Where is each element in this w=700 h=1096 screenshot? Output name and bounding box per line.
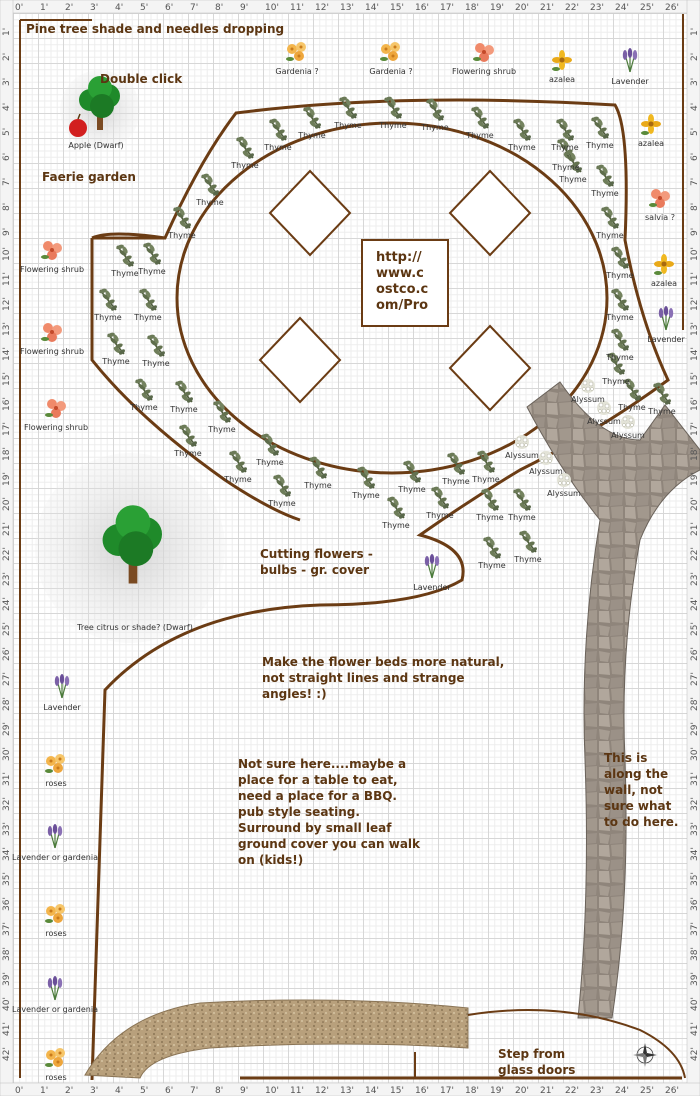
azalea-label: azalea bbox=[637, 139, 665, 148]
ruler-right-label: 30' bbox=[690, 747, 700, 761]
salvia-label: salvia ? bbox=[645, 213, 675, 222]
ruler-left-label: 34' bbox=[2, 847, 12, 861]
ruler-top-label: 22' bbox=[565, 3, 579, 13]
ruler-top-label: 20' bbox=[515, 3, 529, 13]
ruler-bottom-label: 0' bbox=[15, 1086, 24, 1096]
center-link[interactable]: http:// www.c ostco.c om/Pro bbox=[376, 250, 429, 313]
tree-canopy bbox=[119, 531, 154, 566]
ruler-right-label: 15' bbox=[690, 372, 700, 386]
thyme-label: Thyme bbox=[426, 511, 454, 520]
ruler-top-label: 12' bbox=[315, 3, 329, 13]
azalea-icon bbox=[641, 114, 661, 135]
thyme-label: Thyme bbox=[208, 425, 236, 434]
ruler-left-label: 10' bbox=[2, 247, 12, 261]
apple-tree-label: Apple (Dwarf) bbox=[68, 141, 124, 150]
ruler-right-label: 28' bbox=[690, 697, 700, 711]
thyme-icon bbox=[269, 118, 288, 142]
ruler-right-label: 3' bbox=[690, 77, 700, 86]
thyme-label: Thyme bbox=[596, 231, 624, 240]
ruler-top-label: 5' bbox=[140, 3, 149, 13]
ruler-left-label: 23' bbox=[2, 572, 12, 586]
ruler-right-label: 13' bbox=[690, 322, 700, 336]
roses-label: roses bbox=[45, 1073, 67, 1082]
stone-path bbox=[527, 382, 700, 1018]
ruler-top-label: 23' bbox=[590, 3, 604, 13]
thyme-label: Thyme bbox=[298, 131, 326, 140]
thyme-icon bbox=[471, 106, 490, 130]
thyme-icon bbox=[611, 288, 630, 312]
alyssum-icon bbox=[515, 435, 529, 449]
compass-rose-icon bbox=[632, 1042, 658, 1068]
gardenia-icon bbox=[380, 42, 400, 61]
thyme-label: Thyme bbox=[138, 267, 166, 276]
ruler-right-label: 20' bbox=[690, 497, 700, 511]
ruler-right-label: 22' bbox=[690, 547, 700, 561]
thyme-icon bbox=[201, 173, 220, 197]
ruler-bottom-label: 21' bbox=[540, 1086, 554, 1096]
thyme-label: Thyme bbox=[514, 555, 542, 564]
thyme-label: Thyme bbox=[264, 143, 292, 152]
thyme-label: Thyme bbox=[508, 513, 536, 522]
ruler-right-label: 34' bbox=[690, 847, 700, 861]
thyme-label: Thyme bbox=[602, 377, 630, 386]
ruler-bottom-label: 12' bbox=[315, 1086, 329, 1096]
ruler-right-label: 21' bbox=[690, 522, 700, 536]
ruler-right-label: 24' bbox=[690, 597, 700, 611]
alyssum-icon bbox=[581, 379, 595, 393]
ruler-left-label: 26' bbox=[2, 647, 12, 661]
ruler-right-label: 35' bbox=[690, 872, 700, 886]
flowering-shrub-icon bbox=[41, 323, 62, 342]
thyme-label: Thyme bbox=[304, 481, 332, 490]
cutting-flowers-note: Cutting flowers - bulbs - gr. cover bbox=[260, 547, 373, 577]
ruler-left-label: 8' bbox=[2, 202, 12, 211]
thyme-icon bbox=[591, 116, 610, 140]
ruler-top-label: 9' bbox=[240, 3, 249, 13]
flowering-shrub-icon bbox=[45, 399, 66, 418]
lavender-label: Lavender bbox=[43, 703, 81, 712]
ruler-top-label: 10' bbox=[265, 3, 279, 13]
ruler-left-label: 25' bbox=[2, 622, 12, 636]
thyme-icon bbox=[309, 456, 328, 480]
ruler-top-label: 11' bbox=[290, 3, 304, 13]
ruler-top-label: 21' bbox=[540, 3, 554, 13]
ruler-left-label: 41' bbox=[2, 1022, 12, 1036]
ruler-right-label: 41' bbox=[690, 1022, 700, 1036]
faerie-garden-label: Faerie garden bbox=[42, 170, 136, 184]
ruler-left-label: 21' bbox=[2, 522, 12, 536]
ruler-bottom-label: 20' bbox=[515, 1086, 529, 1096]
thyme-label: Thyme bbox=[94, 313, 122, 322]
thyme-label: Thyme bbox=[606, 313, 634, 322]
ruler-right-label: 38' bbox=[690, 947, 700, 961]
thyme-label: Thyme bbox=[466, 131, 494, 140]
ruler-bottom-label: 23' bbox=[590, 1086, 604, 1096]
thyme-icon bbox=[147, 334, 166, 358]
ruler-right-label: 16' bbox=[690, 397, 700, 411]
thyme-icon bbox=[483, 536, 502, 560]
diamond-paver bbox=[450, 326, 530, 410]
alyssum-label: Alyssum bbox=[547, 489, 581, 498]
ruler-left-label: 28' bbox=[2, 697, 12, 711]
ruler-left-label: 33' bbox=[2, 822, 12, 836]
table-area-note: Not sure here....maybe a place for a table to eat, need a place for a BBQ. pub style seating. Surround by small leaf ground cover you can walk on (kids!) bbox=[238, 757, 421, 867]
ruler-top-label: 15' bbox=[390, 3, 404, 13]
pine-shade-note: Pine tree shade and needles dropping bbox=[26, 22, 285, 36]
ruler-right-label: 33' bbox=[690, 822, 700, 836]
lavender-icon bbox=[48, 824, 62, 848]
thyme-label: Thyme bbox=[352, 491, 380, 500]
ruler-bottom-label: 15' bbox=[390, 1086, 404, 1096]
ruler-top-label: 13' bbox=[340, 3, 354, 13]
ruler-right-label: 25' bbox=[690, 622, 700, 636]
ruler-right-label: 8' bbox=[690, 202, 700, 211]
ruler-left-label: 18' bbox=[2, 447, 12, 461]
ruler-left-label: 17' bbox=[2, 422, 12, 436]
thyme-label: Thyme bbox=[606, 353, 634, 362]
thyme-icon bbox=[236, 136, 255, 160]
alyssum-label: Alyssum bbox=[505, 451, 539, 460]
ruler-top-label: 4' bbox=[115, 3, 124, 13]
ruler-right-label: 5' bbox=[690, 127, 700, 136]
thyme-label: Thyme bbox=[111, 269, 139, 278]
double-click-hint[interactable]: Double click bbox=[100, 72, 183, 86]
thyme-label: Thyme bbox=[618, 403, 646, 412]
ruler-top-label: 24' bbox=[615, 3, 629, 13]
alyssum-label: Alyssum bbox=[529, 467, 563, 476]
thyme-icon bbox=[653, 382, 672, 406]
ruler-top-label: 17' bbox=[440, 3, 454, 13]
ruler-right-label: 9' bbox=[690, 227, 700, 236]
ruler-bottom-label: 25' bbox=[640, 1086, 654, 1096]
azalea-icon bbox=[654, 254, 674, 275]
thyme-label: Thyme bbox=[606, 271, 634, 280]
ruler-bottom-label: 4' bbox=[115, 1086, 124, 1096]
alyssum-label: Alyssum bbox=[571, 395, 605, 404]
ruler-bottom-label: 3' bbox=[90, 1086, 99, 1096]
ruler-left-label: 32' bbox=[2, 797, 12, 811]
ruler-top-label: 6' bbox=[165, 3, 174, 13]
thyme-icon bbox=[139, 288, 158, 312]
natural-beds-note: Make the flower beds more natural, not straight lines and strange angles! :) bbox=[262, 655, 505, 701]
thyme-icon bbox=[107, 332, 126, 356]
gardenia-label: Gardenia ? bbox=[275, 67, 319, 76]
ruler-bottom-label: 11' bbox=[290, 1086, 304, 1096]
thyme-label: Thyme bbox=[130, 403, 158, 412]
thyme-label: Thyme bbox=[102, 357, 130, 366]
ruler-bottom-label: 14' bbox=[365, 1086, 379, 1096]
thyme-icon bbox=[339, 96, 358, 120]
thyme-icon bbox=[273, 474, 292, 498]
ruler-left-label: 36' bbox=[2, 897, 12, 911]
ruler-bottom-label: 13' bbox=[340, 1086, 354, 1096]
ruler-right-label: 11' bbox=[690, 272, 700, 286]
ruler-top-label: 7' bbox=[190, 3, 199, 13]
ruler-bottom-label: 5' bbox=[140, 1086, 149, 1096]
ruler-right-label: 27' bbox=[690, 672, 700, 686]
ruler-top-label: 14' bbox=[365, 3, 379, 13]
thyme-icon bbox=[303, 106, 322, 130]
lavender-label: Lavender bbox=[611, 77, 649, 86]
salvia-icon bbox=[649, 189, 670, 208]
thyme-label: Thyme bbox=[476, 513, 504, 522]
thyme-label: Thyme bbox=[552, 163, 580, 172]
thyme-icon bbox=[601, 206, 620, 230]
azalea-label: azalea bbox=[650, 279, 678, 288]
lavender-icon bbox=[425, 554, 439, 578]
ruler-left-label: 29' bbox=[2, 722, 12, 736]
ruler-top-label: 18' bbox=[465, 3, 479, 13]
ruler-top-label: 26' bbox=[665, 3, 679, 13]
thyme-label: Thyme bbox=[442, 477, 470, 486]
thyme-label: Thyme bbox=[268, 499, 296, 508]
ruler-right-label: 6' bbox=[690, 152, 700, 161]
ruler-left-label: 3' bbox=[2, 77, 12, 86]
alyssum-label: Alyssum bbox=[611, 431, 645, 440]
thyme-icon bbox=[519, 530, 538, 554]
thyme-icon bbox=[387, 496, 406, 520]
ruler-left-label: 13' bbox=[2, 322, 12, 336]
ruler-left-label: 15' bbox=[2, 372, 12, 386]
ruler-right-label: 14' bbox=[690, 347, 700, 361]
thyme-label: Thyme bbox=[382, 521, 410, 530]
flowering-shrub-label: Flowering shrub bbox=[19, 347, 85, 356]
thyme-label: Thyme bbox=[559, 175, 587, 184]
ruler-top-label: 16' bbox=[415, 3, 429, 13]
thyme-icon bbox=[135, 378, 154, 402]
ruler-right-label: 39' bbox=[690, 972, 700, 986]
flowering-shrub-label: Flowering shrub bbox=[23, 423, 89, 432]
apple-icon bbox=[69, 119, 87, 137]
thyme-icon bbox=[596, 164, 615, 188]
thyme-label: Thyme bbox=[508, 143, 536, 152]
ruler-top-label: 2' bbox=[65, 3, 74, 13]
ruler-left-label: 27' bbox=[2, 672, 12, 686]
thyme-label: Thyme bbox=[196, 198, 224, 207]
ruler-right-label: 4' bbox=[690, 102, 700, 111]
ruler-left-label: 4' bbox=[2, 102, 12, 111]
ruler-top-label: 19' bbox=[490, 3, 504, 13]
ruler-right-label: 2' bbox=[690, 52, 700, 61]
roses-icon bbox=[45, 1048, 65, 1067]
ruler-right-label: 18' bbox=[690, 447, 700, 461]
thyme-label: Thyme bbox=[231, 161, 259, 170]
ruler-bottom-label: 6' bbox=[165, 1086, 174, 1096]
thyme-label: Thyme bbox=[586, 141, 614, 150]
ruler-left-label: 40' bbox=[2, 997, 12, 1011]
thyme-label: Thyme bbox=[398, 485, 426, 494]
ruler-left-label: 31' bbox=[2, 772, 12, 786]
ruler-left-label: 19' bbox=[2, 472, 12, 486]
diamond-paver bbox=[270, 171, 350, 255]
ruler-right-label: 31' bbox=[690, 772, 700, 786]
ruler-left-label: 22' bbox=[2, 547, 12, 561]
ruler-bottom-label: 22' bbox=[565, 1086, 579, 1096]
thyme-icon bbox=[357, 466, 376, 490]
thyme-label: Thyme bbox=[472, 475, 500, 484]
lavender-icon bbox=[659, 306, 673, 330]
diamond-paver bbox=[450, 171, 530, 255]
ruler-top-label: 1' bbox=[40, 3, 49, 13]
thyme-label: Thyme bbox=[334, 121, 362, 130]
thyme-label: Thyme bbox=[648, 407, 676, 416]
roses-icon bbox=[45, 754, 65, 773]
ruler-right-label: 40' bbox=[690, 997, 700, 1011]
gravel-path bbox=[85, 1000, 468, 1078]
gardenia-label: Gardenia ? bbox=[369, 67, 413, 76]
flowering-shrub-label: Flowering shrub bbox=[19, 265, 85, 274]
ruler-right-label: 23' bbox=[690, 572, 700, 586]
ruler-top-label: 3' bbox=[90, 3, 99, 13]
ruler-bottom-label: 26' bbox=[665, 1086, 679, 1096]
thyme-icon bbox=[556, 118, 575, 142]
ruler-right-label: 36' bbox=[690, 897, 700, 911]
ruler-right-label: 17' bbox=[690, 422, 700, 436]
thyme-label: Thyme bbox=[134, 313, 162, 322]
ruler-top-label: 0' bbox=[15, 3, 24, 13]
ruler-bottom-label: 1' bbox=[40, 1086, 49, 1096]
thyme-icon bbox=[513, 488, 532, 512]
thyme-icon bbox=[431, 486, 450, 510]
ruler-left-label: 1' bbox=[2, 27, 12, 36]
ruler-left-label: 38' bbox=[2, 947, 12, 961]
lavender-label: Lavender or gardenia bbox=[12, 1005, 98, 1014]
thyme-icon bbox=[481, 488, 500, 512]
azalea-label: azalea bbox=[548, 75, 576, 84]
gardenia-icon bbox=[286, 42, 306, 61]
alyssum-label: Alyssum bbox=[587, 417, 621, 426]
ruler-right-label: 7' bbox=[690, 177, 700, 186]
ruler-left-label: 9' bbox=[2, 227, 12, 236]
thyme-icon bbox=[229, 450, 248, 474]
flowering-shrub-icon bbox=[473, 43, 494, 62]
ruler-left-label: 12' bbox=[2, 297, 12, 311]
ruler-left-label: 42' bbox=[2, 1047, 12, 1061]
thyme-label: Thyme bbox=[421, 123, 449, 132]
diamond-paver bbox=[260, 318, 340, 402]
ruler-left-label: 24' bbox=[2, 597, 12, 611]
thyme-icon bbox=[513, 118, 532, 142]
ruler-bottom-label: 17' bbox=[440, 1086, 454, 1096]
ruler-bottom-label: 7' bbox=[190, 1086, 199, 1096]
ruler-right-label: 32' bbox=[690, 797, 700, 811]
lavender-label: Lavender bbox=[647, 335, 685, 344]
ruler-bottom-label: 24' bbox=[615, 1086, 629, 1096]
thyme-label: Thyme bbox=[142, 359, 170, 368]
ruler-right-label: 42' bbox=[690, 1047, 700, 1061]
lavender-label: Lavender or gardenia bbox=[12, 853, 98, 862]
ruler-left-label: 30' bbox=[2, 747, 12, 761]
flowering-shrub-icon bbox=[41, 241, 62, 260]
thyme-label: Thyme bbox=[224, 475, 252, 484]
thyme-label: Thyme bbox=[551, 143, 579, 152]
thyme-label: Thyme bbox=[256, 458, 284, 467]
ruler-left-label: 7' bbox=[2, 177, 12, 186]
ruler-left-label: 39' bbox=[2, 972, 12, 986]
thyme-icon bbox=[143, 242, 162, 266]
ruler-left-label: 35' bbox=[2, 872, 12, 886]
ruler-bottom-label: 16' bbox=[415, 1086, 429, 1096]
flowering-shrub-label: Flowering shrub bbox=[451, 67, 517, 76]
step-note: Step from glass doors bbox=[498, 1047, 576, 1077]
ruler-bottom-label: 2' bbox=[65, 1086, 74, 1096]
ruler-right-label: 19' bbox=[690, 472, 700, 486]
ruler-left-label: 6' bbox=[2, 152, 12, 161]
ruler-left-label: 14' bbox=[2, 347, 12, 361]
ruler-right-label: 37' bbox=[690, 922, 700, 936]
lavender-icon bbox=[55, 674, 69, 698]
ruler-left-label: 16' bbox=[2, 397, 12, 411]
roses-label: roses bbox=[45, 929, 67, 938]
ruler-bottom-label: 9' bbox=[240, 1086, 249, 1096]
citrus-tree-label: Tree citrus or shade? (Dwarf) bbox=[77, 623, 193, 632]
thyme-icon bbox=[99, 288, 118, 312]
ruler-left-label: 20' bbox=[2, 497, 12, 511]
thyme-label: Thyme bbox=[170, 405, 198, 414]
thyme-label: Thyme bbox=[379, 121, 407, 130]
azalea-icon bbox=[552, 50, 572, 71]
ruler-right-label: 26' bbox=[690, 647, 700, 661]
ruler-right-label: 1' bbox=[690, 27, 700, 36]
ruler-bottom-label: 18' bbox=[465, 1086, 479, 1096]
ruler-top-label: 25' bbox=[640, 3, 654, 13]
lavender-icon bbox=[623, 48, 637, 72]
thyme-icon bbox=[175, 380, 194, 404]
tree-canopy bbox=[90, 94, 114, 118]
ruler-top-label: 8' bbox=[215, 3, 224, 13]
thyme-label: Thyme bbox=[174, 449, 202, 458]
roses-icon bbox=[45, 904, 65, 923]
thyme-icon bbox=[611, 328, 630, 352]
alyssum-icon bbox=[621, 415, 635, 429]
lavender-label: Lavender bbox=[413, 583, 451, 592]
thyme-icon bbox=[179, 424, 198, 448]
ruler-bottom-label: 10' bbox=[265, 1086, 279, 1096]
ruler-left-label: 5' bbox=[2, 127, 12, 136]
thyme-icon bbox=[116, 244, 135, 268]
ruler-bottom-label: 19' bbox=[490, 1086, 504, 1096]
alyssum-icon bbox=[539, 451, 553, 465]
roses-label: roses bbox=[45, 779, 67, 788]
thyme-label: Thyme bbox=[478, 561, 506, 570]
ruler-left-label: 11' bbox=[2, 272, 12, 286]
thyme-label: Thyme bbox=[591, 189, 619, 198]
ruler-right-label: 12' bbox=[690, 297, 700, 311]
ruler-right-label: 29' bbox=[690, 722, 700, 736]
wall-note: This is along the wall, not sure what to do here. bbox=[604, 751, 679, 829]
thyme-label: Thyme bbox=[168, 231, 196, 240]
ruler-bottom-label: 8' bbox=[215, 1086, 224, 1096]
ruler-right-label: 10' bbox=[690, 247, 700, 261]
ruler-left-label: 37' bbox=[2, 922, 12, 936]
lavender-icon bbox=[48, 976, 62, 1000]
ruler-left-label: 2' bbox=[2, 52, 12, 61]
